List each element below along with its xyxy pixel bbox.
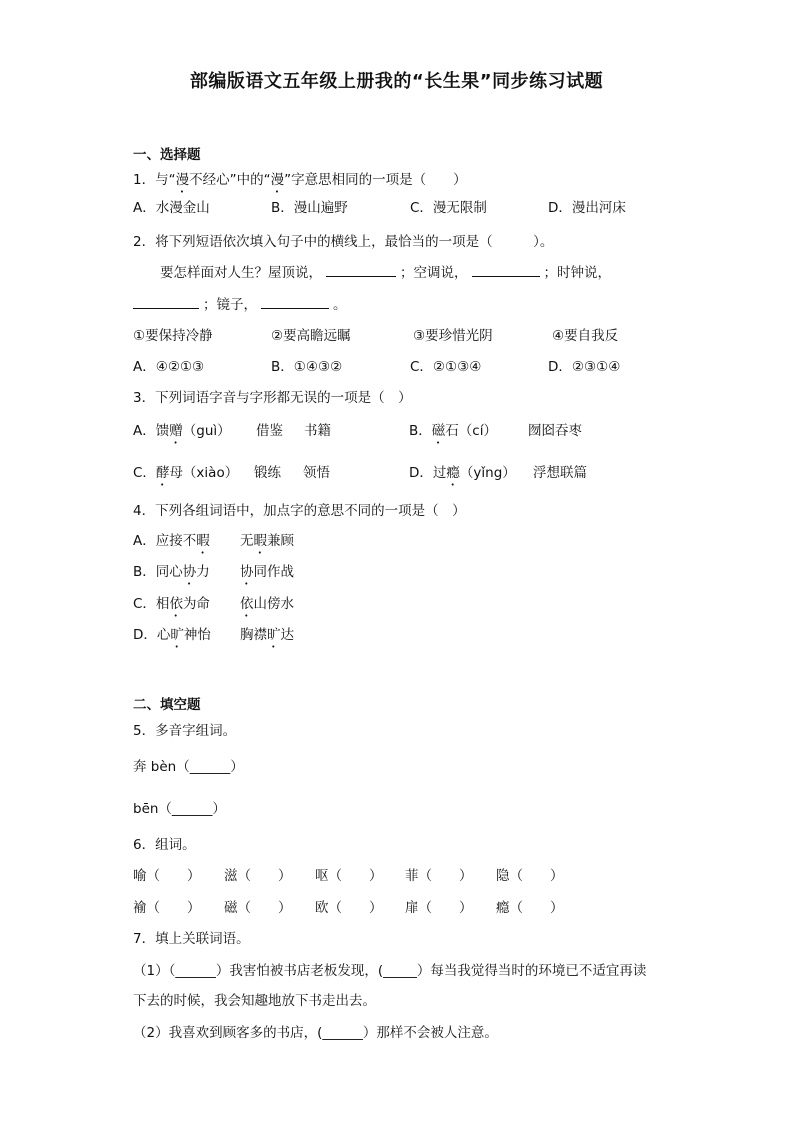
q2-text: ；时钟说，	[543, 265, 611, 281]
q2-text: ；镜子，	[203, 297, 257, 313]
q6-item[interactable]: 扉（ ）	[405, 900, 473, 916]
q4-text: 达	[280, 627, 294, 643]
q4-option-d[interactable]	[133, 625, 211, 651]
q4-dotted-char: 暇	[196, 533, 210, 549]
section-heading-fill: 二、填空题	[133, 697, 201, 713]
q1-stem-part: 不经心”中的“	[189, 172, 271, 188]
q6-item[interactable]: 欧（ ）	[315, 900, 383, 916]
q3-option-c-word-3: 领悟	[303, 465, 330, 481]
q4-text: C．相	[133, 596, 170, 612]
q3-option-c-word-2: 锻练	[254, 465, 281, 481]
q7-sentence-2[interactable]: （2）我喜欢到顾客多的书店，(______）那样不会被人注意。	[133, 1025, 498, 1041]
q4-option-a-word-2	[240, 531, 294, 557]
q2-text: 要怎样面对人生？屋顶说，	[160, 265, 322, 281]
q6-item[interactable]: 褕（ ）	[133, 900, 201, 916]
q3-text: C．	[133, 465, 156, 481]
q4-text: 山傍水	[253, 596, 294, 612]
q3-option-c[interactable]	[133, 463, 238, 489]
q1-option-a[interactable]: A．水漫金山	[133, 200, 210, 216]
q4-text: 同作战	[253, 564, 294, 580]
q2-blank-4[interactable]	[261, 296, 329, 309]
q3-text: 母（xiào）	[169, 465, 239, 481]
q4-text: A．应接不	[133, 533, 197, 549]
q4-text: 兼顾	[267, 533, 294, 549]
q4-dotted-char: 暇	[253, 533, 267, 549]
q2-blank-3[interactable]	[133, 296, 199, 309]
q3-dotted-char: 酵	[155, 465, 170, 481]
q4-dotted-char: 旷	[170, 627, 184, 643]
q5-answer-line-2[interactable]: bēn（______）	[133, 801, 226, 817]
q1-stem-part: ”字意思相同的一项是（ ）	[284, 172, 467, 188]
q2-blank-2[interactable]	[472, 264, 540, 277]
question-4-stem: 4．下列各组词语中，加点字的意思不同的一项是（ ）	[133, 503, 466, 519]
q3-option-d[interactable]	[409, 463, 516, 489]
q3-text: B．	[409, 423, 432, 439]
q3-pinyin: （guì）	[182, 423, 231, 439]
q1-option-d[interactable]: D．漫出河床	[548, 200, 626, 216]
q6-item[interactable]: 喻（ ）	[133, 868, 201, 884]
q2-sentence-line-2	[133, 295, 347, 315]
q4-option-c[interactable]	[133, 594, 210, 620]
q4-dotted-char: 旷	[267, 627, 281, 643]
q2-option-b[interactable]: B．①④③②	[271, 359, 343, 375]
q2-option-d[interactable]: D．②③①④	[548, 359, 621, 375]
q4-text: D．心	[133, 627, 171, 643]
q6-item[interactable]: 菲（ ）	[405, 868, 473, 884]
q2-text: ；空调说，	[400, 265, 468, 281]
q2-phrase-3: ③要珍惜光阴	[413, 328, 493, 344]
q4-dotted-char: 依	[169, 596, 183, 612]
q3-option-b[interactable]	[409, 421, 497, 447]
q1-stem-part: 1．与“	[133, 172, 176, 188]
q3-dotted-char: 瘾	[446, 465, 460, 481]
q3-option-a[interactable]	[133, 421, 231, 447]
question-7-stem: 7．填上关联词语。	[133, 931, 250, 947]
q1-option-b[interactable]: B．漫山遍野	[271, 200, 348, 216]
q2-phrase-4: ④要自我反	[552, 328, 619, 344]
question-6-stem: 6．组词。	[133, 837, 196, 853]
q4-option-a[interactable]	[133, 531, 210, 557]
q2-phrase-2: ②要高瞻远瞩	[271, 328, 351, 344]
q4-dotted-char: 依	[240, 596, 254, 612]
page-title: 部编版语文五年级上册我的“长生果”同步练习试题	[189, 71, 604, 92]
q4-option-d-word-2	[240, 625, 294, 651]
q4-text: 力	[196, 564, 210, 580]
q6-item[interactable]: 瘾（ ）	[496, 900, 564, 916]
q3-option-d-word-2: 浮想联篇	[533, 465, 587, 481]
q3-option-a-word-2: 借鉴	[256, 423, 283, 439]
q2-sentence-line-1	[160, 263, 611, 283]
q4-text: B．同心	[133, 564, 183, 580]
q2-option-a[interactable]: A．④②①③	[133, 359, 205, 375]
q4-option-b[interactable]	[133, 562, 210, 588]
q5-answer-line-1[interactable]: 奔 bèn（______）	[133, 759, 244, 775]
q4-text: 胸襟	[240, 627, 267, 643]
q4-dotted-char: 协	[240, 564, 254, 580]
q3-pinyin: （yǐng）	[459, 465, 516, 481]
q3-option-a-word-3: 书籍	[304, 423, 331, 439]
q7-sentence-1-line-2: 下去的时候，我会知趣地放下书走出去。	[133, 993, 376, 1009]
q1-dotted-char: 漫	[175, 172, 190, 188]
question-3-stem: 3．下列词语字音与字形都无误的一项是（ ）	[133, 390, 412, 406]
section-heading-choice: 一、选择题	[133, 147, 201, 163]
q4-text: 神怡	[183, 627, 211, 643]
q4-dotted-char: 协	[182, 564, 197, 580]
question-5-stem: 5．多音字组词。	[133, 723, 237, 739]
q3-option-b-word-2: 囫囵吞枣	[528, 423, 582, 439]
q3-dotted-char: 赠	[169, 423, 183, 439]
q1-dotted-char: 漫	[270, 172, 285, 188]
q3-text: 石（cí）	[445, 423, 497, 439]
q2-phrase-1: ①要保持冷静	[133, 328, 213, 344]
q1-option-c[interactable]: C．漫无限制	[410, 200, 487, 216]
q2-blank-1[interactable]	[326, 264, 396, 277]
q6-item[interactable]: 磁（ ）	[224, 900, 292, 916]
question-2-stem: 2．将下列短语依次填入句子中的横线上，最恰当的一项是（ ）。	[133, 234, 554, 250]
q2-text: 。	[333, 297, 347, 313]
q4-option-c-word-2	[240, 594, 294, 620]
q6-item[interactable]: 隐（ ）	[496, 868, 564, 884]
q4-option-b-word-2	[240, 562, 294, 588]
q6-item[interactable]: 呕（ ）	[315, 868, 383, 884]
question-1-stem	[133, 170, 467, 196]
q4-text: 为命	[182, 596, 210, 612]
q4-text: 无	[240, 533, 254, 549]
q3-dotted-char: 磁	[431, 423, 446, 439]
q7-sentence-1-line-1[interactable]: （1）（______）我害怕被书店老板发现，(_____）每当我觉得当时的环境已不适宜再读	[133, 963, 647, 979]
q3-text: A．馈	[133, 423, 170, 439]
q2-option-c[interactable]: C．②①③④	[410, 359, 482, 375]
q3-text: D．过	[409, 465, 447, 481]
q6-item[interactable]: 滋（ ）	[224, 868, 292, 884]
